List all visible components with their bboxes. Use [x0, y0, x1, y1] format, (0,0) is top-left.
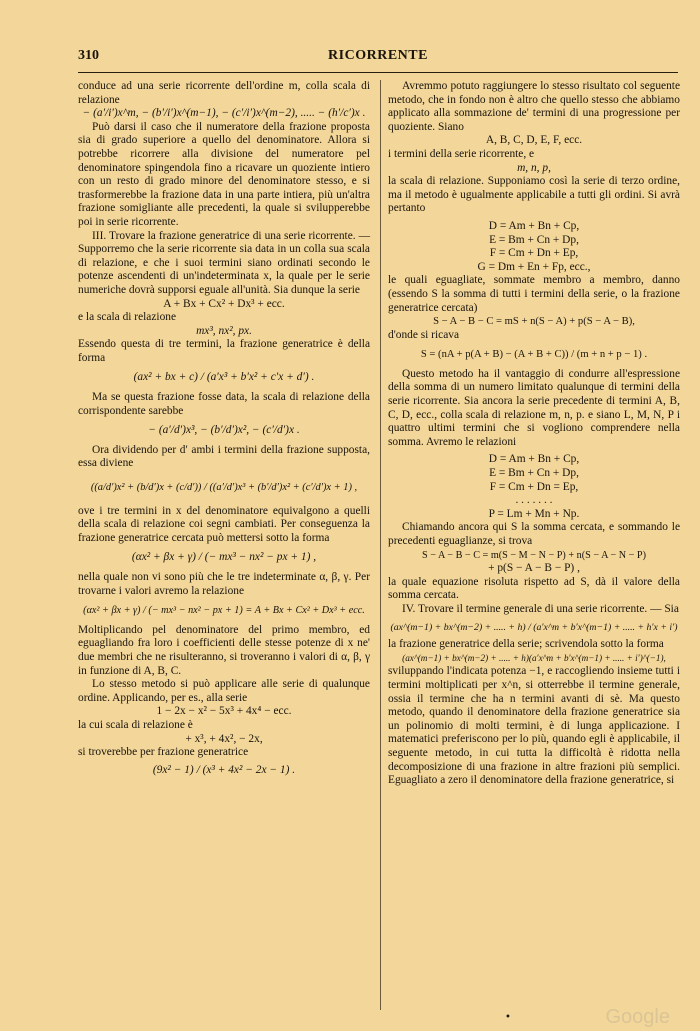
text-line: e la scala di relazione — [78, 311, 177, 324]
text-line: d'onde si ricava — [388, 328, 460, 341]
paragraph: Moltiplicando pel denominatore del primo membro, ed eguagliando fra loro i coefficienti delle stesse potenze di x ne' due membri che ne risulteranno, si troveranno i valori di α, β, γ in funzione di A, B, C. — [78, 623, 370, 677]
equation: (ax² + bx + c) / (a′x³ + b′x² + c′x + d′) . — [133, 371, 315, 384]
paragraph: sviluppando l'indicata potenza −1, e raccogliendo insieme tutti i termini moltiplicati per x^n, si otterrebbe il termine generale, ossia il termine che ha n termini avanti di sè. Ma questo metodo, quando il denominatore della frazione generatrice sia un polinomio di molti termini, è di lunga applicazione. I matematici preferiscono per lo più, quando egli è applicabile, il seguente metodo, in cui tutta la difficoltà è ridotta nella decomposizione di una frazione in altre frazioni più semplici. Eguagliato a zero il denominatore della frazione generatrice, si — [388, 665, 680, 787]
page-mark: • — [505, 1012, 511, 1023]
column-divider — [380, 80, 381, 1010]
paragraph: Chiamando ancora qui S la somma cercata, e sommando le precedenti eguaglianze, si trova — [388, 521, 680, 547]
paragraph: Può darsi il caso che il numeratore della frazione proposta sia di grado superiore a quello del denominatore. Allora si potrebbe ricorrere alla divisione del numeratore pel denominatore spingendola fino a ricavare un quoziente intiero con un resto di grado minore del denominatore stesso, e si trasformerebbe la frazione data in una parte intiera, più un'altra frazione somigliante alle precedenti, la quale si svilupperebbe poi in serie ricorrente. — [78, 120, 370, 228]
paragraph: la scala di relazione. Supponiamo così la serie di terzo ordine, ma il metodo è ugualmente applicabile a tutti gli ordini. Si avrà pertanto — [388, 175, 680, 215]
equation: E = Bm + Cn + Dp, — [489, 467, 579, 480]
equation: P = Lm + Mn + Np. — [488, 507, 580, 520]
header-rule — [78, 72, 678, 73]
right-column — [388, 80, 680, 788]
paragraph: nella quale non vi sono più che le tre indeterminate α, β, γ. Per trovarne i valori avremo la relazione — [78, 571, 370, 597]
paragraph: ove i tre termini in x del denominatore equivalgono a quelli della scala di relazione coi segni cambiati. Per conseguenza la frazione generatrice cercata può mettersi sotto la forma — [78, 504, 370, 544]
equation: (αx² + βx + γ) / (− mx³ − nx² − px + 1) = A + Bx + Cx² + Dx³ + ecc. — [83, 605, 365, 617]
paragraph: Questo metodo ha il vantaggio di condurre all'espressione della somma di un numero limitato qualunque di termini della serie ricorrente. Sia ancora la serie precedente di termini A, B, C, D, ecc., colla scala di relazione m, n, p. e siano L, M, N, P i quattro ultimi termini che si vogliono comprendere nella somma. Avremo le relazioni — [388, 367, 680, 448]
equation: A + Bx + Cx² + Dx³ + ecc. — [163, 297, 285, 310]
running-title: RICORRENTE — [328, 48, 428, 63]
equation: S = (nA + p(A + B) − (A + B + C)) / (m + n + p − 1) . — [420, 349, 648, 361]
equation: F = Cm + Dn + Ep, — [489, 247, 579, 260]
equation: A, B, C, D, E, F, ecc. — [485, 134, 583, 147]
paragraph: la frazione generatrice della serie; scrivendola sotto la forma — [388, 638, 664, 651]
page-header — [78, 48, 678, 70]
paragraph: Avremmo potuto raggiungere lo stesso risultato col seguente metodo, che in fondo non è altro che quello stesso che abbiamo applicato alla sommazione de' termini di una progressione per quoziente. Siano — [388, 80, 680, 133]
equation: G = Dm + En + Fp, ecc., — [477, 260, 591, 273]
left-column — [78, 80, 370, 781]
equation: S − A − B − C = mS + n(S − A) + p(S − A − B), — [433, 316, 635, 328]
section-paragraph: IV. Trovare il termine generale di una serie ricorrente. — Sia — [402, 602, 679, 615]
equation: ((a/d′)x² + (b/d′)x + (c/d′)) / ((a′/d′)x³ + (b′/d′)x² + (c′/d′)x + 1) , — [90, 482, 358, 494]
equation: . . . . . . . — [515, 494, 553, 507]
page-number: 310 — [78, 48, 99, 63]
equation: (9x² − 1) / (x³ + 4x² − 2x − 1) . — [152, 763, 296, 776]
equation: D = Am + Bn + Cp, — [488, 453, 580, 466]
equation: 1 − 2x − x² − 5x³ + 4x⁴ − ecc. — [156, 705, 292, 718]
paragraph: Ora dividendo per d′ ambi i termini della frazione supposta, essa diviene — [78, 443, 370, 470]
equation: mx³, nx², px. — [196, 324, 252, 337]
text-line: si troverebbe per frazione generatrice — [78, 746, 249, 759]
paragraph: Lo stesso metodo si può applicare alle serie di qualunque ordine. Applicando, per es., alla serie — [78, 678, 370, 704]
equation: D = Am + Bn + Cp, — [488, 219, 580, 232]
equation: − (a′/d′)x³, − (b′/d′)x², − (c′/d′)x . — [148, 424, 300, 437]
equation: (ax^(m−1) + bx^(m−2) + ..... + h)(a′x^m + b′x^(m−1) + ..... + i′)^(−1), — [402, 652, 666, 663]
equation: + x³, + 4x², − 2x, — [185, 732, 263, 745]
watermark-logo: Google — [605, 1006, 670, 1028]
equation: (αx² + βx + γ) / (− mx³ − nx² − px + 1) , — [131, 551, 317, 564]
paragraph: Ma se questa frazione fosse data, la scala di relazione della corrispondente sarebbe — [78, 391, 370, 417]
paragraph: conduce ad una serie ricorrente dell'ordine m, colla scala di relazione — [78, 80, 370, 106]
text-line: i termini della serie ricorrente, e — [388, 147, 535, 160]
text-line: la cui scala di relazione è — [78, 718, 193, 731]
equation: m, n, p, — [517, 161, 551, 174]
equation: + p(S − A − B − P) , — [488, 562, 580, 575]
section-paragraph: III. Trovare la frazione generatrice di una serie ricorrente. — Supporremo che la serie ricorrente sia data in un colla sua scala di relazione, e che i suoi termini siano ordinati secondo le potenze ascendenti di un'indeterminata x, la quale per le serie numeriche dovrà supporsi eguale all'unità. Sia dunque la serie — [78, 229, 370, 296]
paragraph: la quale equazione risoluta rispetto ad S, dà il valore della somma cercata. — [388, 575, 680, 602]
equation: (ax^(m−1) + bx^(m−2) + ..... + h) / (a′x^m + b′x^(m−1) + ..... + h′x + i′) — [390, 621, 678, 633]
paragraph: le quali eguagliate, sommate membro a membro, danno (essendo S la somma di tutti i termini della serie, o la frazione generatrice cercata) — [388, 274, 680, 314]
equation: − (a′/i′)x^m, − (b′/i′)x^(m−1), − (c′/i′)x^(m−2), ..... − (h′/c′)x . — [82, 107, 366, 120]
equation: F = Cm + Dn = Ep, — [489, 480, 579, 493]
equation: E = Bm + Cn + Dp, — [489, 233, 579, 246]
text-line: Essendo questa di tre termini, la frazione generatrice è della forma — [78, 338, 370, 364]
equation: S − A − B − C = m(S − M − N − P) + n(S − A − N − P) — [422, 549, 646, 561]
